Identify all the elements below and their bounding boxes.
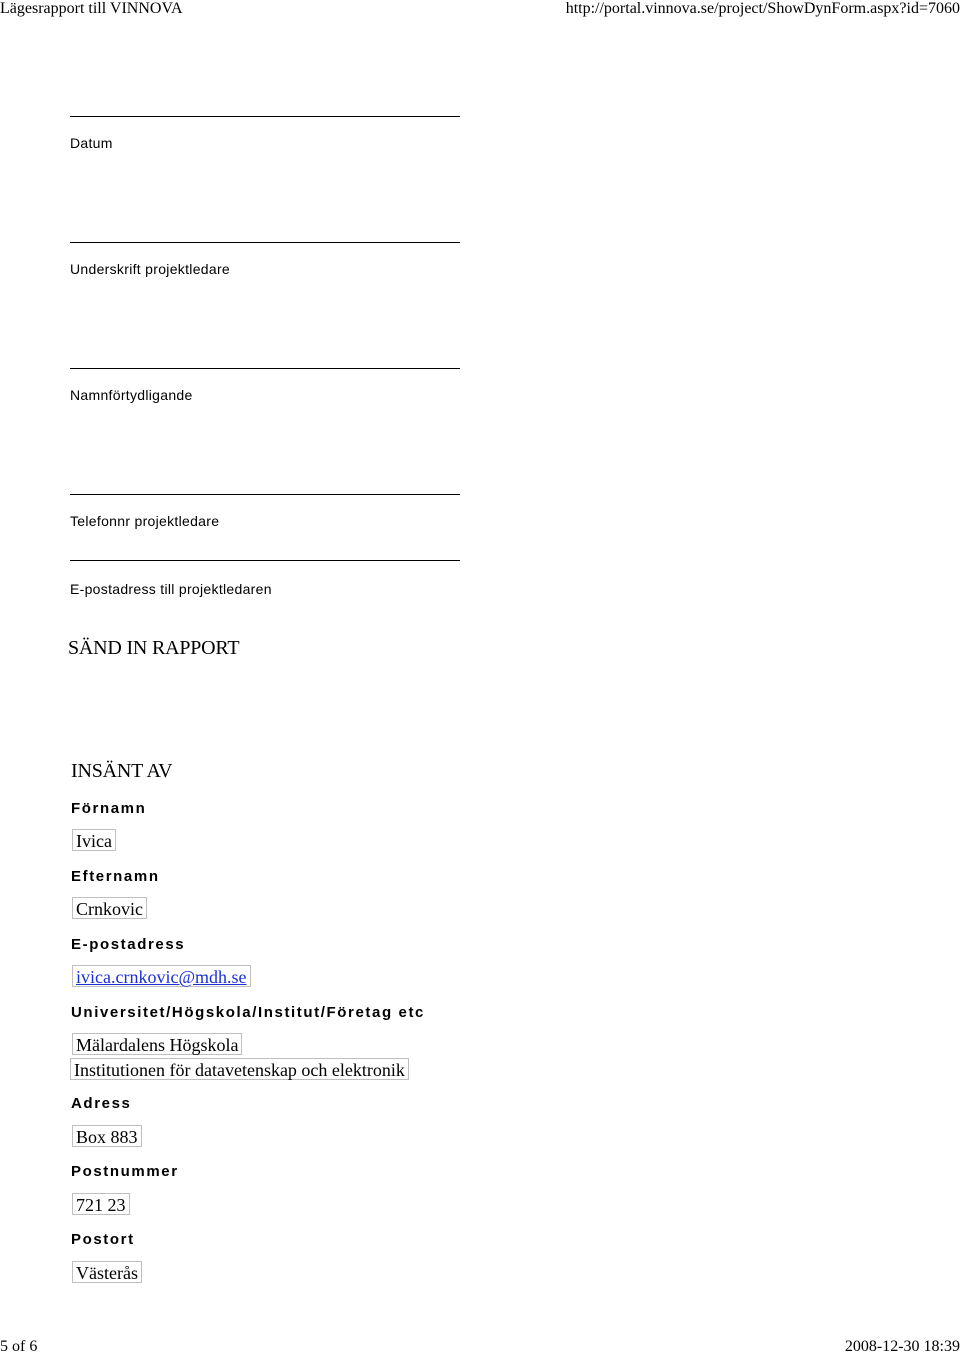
date-label: Datum — [70, 135, 113, 151]
email-line — [70, 560, 460, 561]
email-label: E-postadress till projektledaren — [70, 581, 272, 597]
submitted-by-heading: INSÄNT AV — [71, 760, 173, 782]
postcode-label: Postnummer — [71, 1163, 179, 1180]
name-clarification-line — [70, 368, 460, 369]
page-number: 5 of 6 — [0, 1338, 38, 1355]
first-name-value: Ivica — [72, 829, 116, 851]
phone-label: Telefonnr projektledare — [70, 513, 220, 529]
signature-label: Underskrift projektledare — [70, 261, 231, 277]
submit-report-heading[interactable]: SÄND IN RAPPORT — [68, 637, 240, 659]
organization-department: Institutionen för datavetenskap och elektronik — [70, 1058, 409, 1080]
print-timestamp: 2008-12-30 18:39 — [844, 1338, 960, 1355]
last-name-label: Efternamn — [71, 868, 160, 885]
last-name-value: Crnkovic — [72, 897, 147, 919]
signature-line — [70, 242, 460, 243]
name-clarification-label: Namnförtydligande — [70, 387, 193, 403]
city-label: Postort — [71, 1231, 135, 1248]
postcode-value: 721 23 — [72, 1193, 130, 1215]
print-header-url: http://portal.vinnova.se/project/ShowDynForm.aspx?id=7060 — [565, 0, 960, 17]
phone-line — [70, 494, 460, 495]
print-header-title: Lägesrapport till VINNOVA — [0, 0, 183, 17]
address-value: Box 883 — [72, 1125, 142, 1147]
date-signature-line — [70, 116, 460, 117]
address-label: Adress — [71, 1095, 132, 1112]
organization-name: Mälardalens Högskola — [72, 1033, 242, 1055]
city-value: Västerås — [72, 1261, 142, 1283]
email-link[interactable]: ivica.crnkovic@mdh.se — [72, 965, 251, 987]
organization-label: Universitet/Högskola/Institut/Företag etc — [71, 1004, 425, 1021]
first-name-label: Förnamn — [71, 800, 147, 817]
email-field-label: E-postadress — [71, 936, 186, 953]
